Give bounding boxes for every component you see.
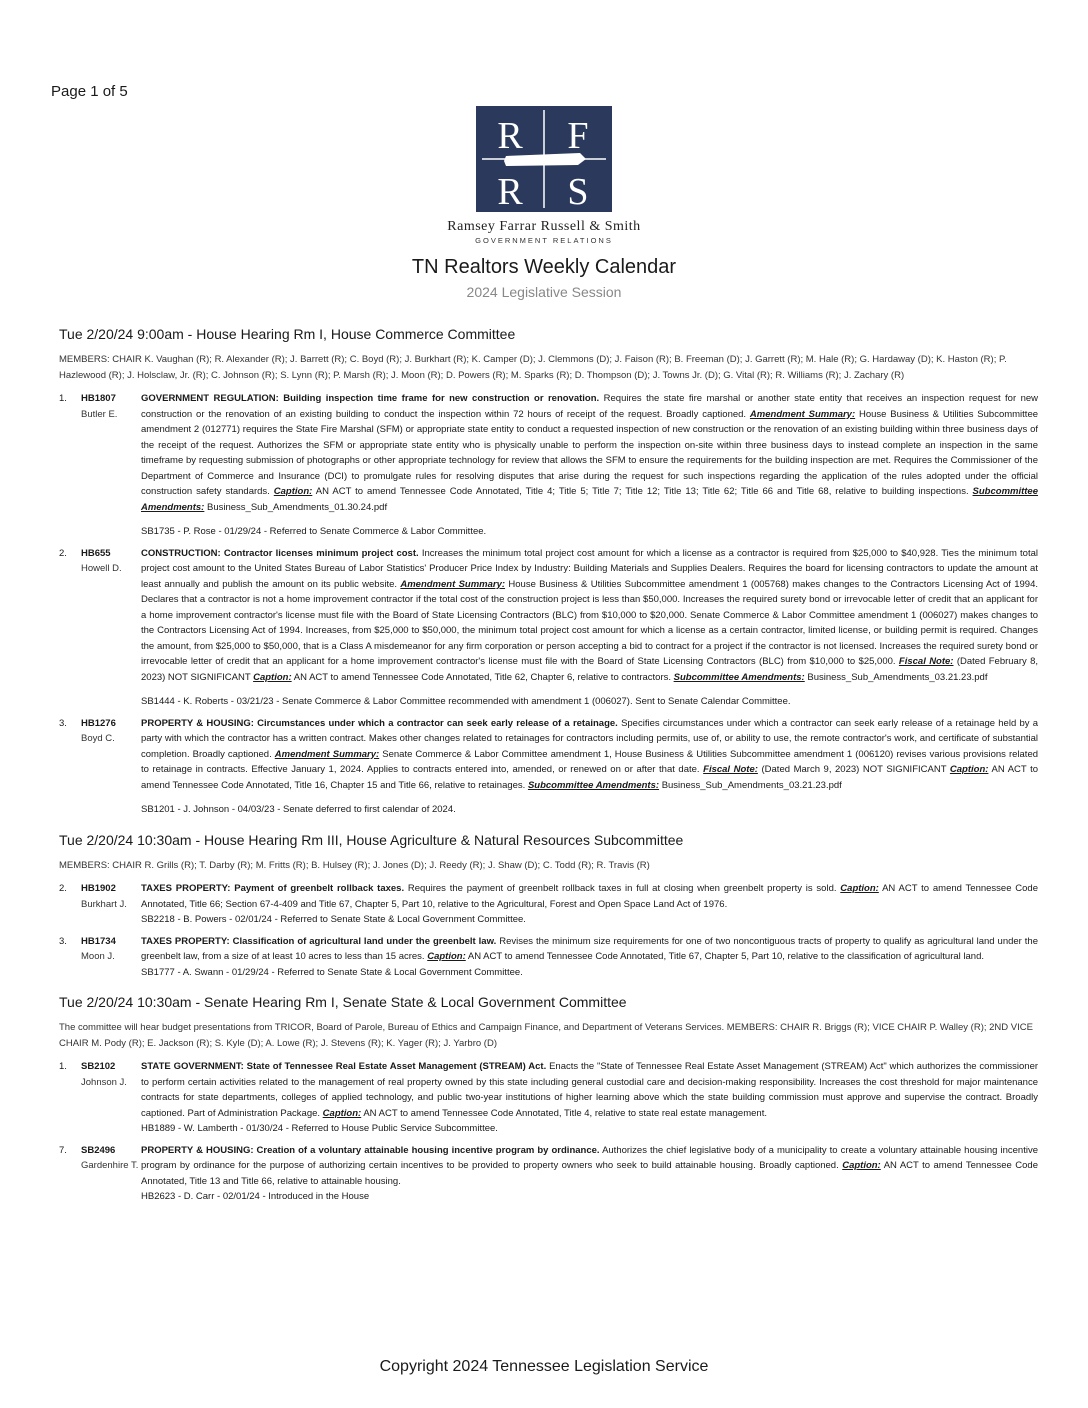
bill-description [141,934,1038,981]
bill-entry [59,546,1038,710]
caption-label: Caption: [253,671,292,683]
subcommittee-amendments-file: Business_Sub_Amendments_03.21.23.pdf [661,779,842,791]
bill-summary: Increases the minimum total project cost amount for which a license as a contractor is required from $25,000 to $40,928. Ties the minimum total project cost amount to the United States Bureau of Labor Statistics' Producer Price Index by Industry: Building Materials and Supplies Dealers. Requires the board for licensing contractors to update the amount at least annually and publish the amount on its public website. [141,547,1039,590]
caption-text: AN ACT to amend Tennessee Code Annotated, Title 16, Chapter 15 and Title 66, relative to retainages. [141,764,1039,791]
caption-label: Caption: [427,951,466,962]
page-number: Page 1 of 5 [51,83,128,100]
bill-code: HB1276 [81,717,116,729]
section-heading: Tue 2/20/24 10:30am - House Hearing Rm III, House Agriculture & Natural Resources Subcommittee [59,831,684,848]
bill-item-number: 7. [59,1144,67,1156]
subcommittee-amendments-label: Subcommittee Amendments: [141,486,1039,513]
calendar-content [59,326,1038,1211]
bill-item-number: 2. [59,883,67,894]
caption-text: AN ACT to amend Tennessee Code Annotated, Title 13 and Title 66, relative to attainable housing. [141,1160,1038,1187]
bill-entry [59,881,1038,928]
bill-id [81,1059,141,1137]
amendment-summary-text: Senate Commerce & Labor Committee amendment 1, House Business & Utilities Subcommittee amendment 1 (006120) revises various provisions related to retainage in contracts. Effective January 1, 2024. Applies to contracts entered into, amended, or renewed on or after that date. [141,748,1039,775]
bill-id [81,716,141,818]
bill-code: HB1902 [81,883,116,894]
bill-description [141,546,1038,710]
caption-text: AN ACT to amend Tennessee Code Annotated, Title 4; Title 5; Title 7; Title 12; Title 13; Title 62; Title 66 and Title 68, relative to building inspections. [315,486,969,497]
bill-summary: Requires the state fire marshal or another state entity that receives an inspection request for new construction or the renovation of an existing building to conduct the inspection within 72 hours of receipt of the request. Broadly captioned. [141,393,1039,420]
page-footer: Copyright 2024 Tennessee Legislation Service [379,1358,709,1375]
section-heading: Tue 2/20/24 9:00am - House Hearing Rm I, House Commerce Committee [59,326,516,342]
subcommittee-amendments-label: Subcommittee Amendments: [527,779,660,791]
bill-description [141,881,1038,928]
bill-sponsor: Burkhart J. [81,898,127,910]
amendment-summary-label: Amendment Summary: [400,578,506,590]
bill-item-number: 3. [59,717,67,729]
bill-id [81,546,141,710]
fiscal-note-label: Fiscal Note: [703,764,758,775]
logo-letter-f: F [567,115,589,157]
bill-code: HB1807 [81,393,116,404]
bill-item-number: 1. [59,1061,67,1072]
bill-code: HB655 [81,547,111,559]
logo-letter-s: S [567,171,589,212]
companion-bill-status: SB2218 - B. Powers - 02/01/24 - Referred to Senate State & Local Government Committee. [141,914,526,925]
bill-sponsor: Howell D. [81,563,122,574]
bill-entry [59,1143,1038,1205]
bill-id [81,934,141,981]
subcommittee-amendments-file: Business_Sub_Amendments_01.30.24.pdf [206,501,388,513]
caption-text: AN ACT to amend Tennessee Code Annotated, Title 67, Chapter 5, Part 10, relative to the classification of agricultural land. [467,951,984,962]
bill-summary: Requires the payment of greenbelt rollback taxes in full at closing when greenbelt property is sold. [407,883,837,894]
amendment-summary-text: House Business & Utilities Subcommittee amendment 2 (012771) requires the State Fire Marshal (SFM) or appropriate state entity to conduct a requested inspection of new construction or the renovation of an existing building within three business days of the receipt of the request. Authorizes the SFM or appropriate state entity who is physically unable to perform the inspection on-site within three business days to instead complete an inspection in the same timeframe by requesting submission of photographs or other appropriate technology for review that allows the SFM to ensure the requirements for the building inspection are met. Requires the Commissioner of the Department of Commerce and Insurance (DCI) to promulgate rules for resolving disputes that arise during the request for such inspections regarding the application of the rules adopted under the official construction safety standards. [141,408,1039,497]
committee-members: MEMBERS: CHAIR R. Grills (R); T. Darby (R); M. Fritts (R); B. Hulsey (R); J. Jones (D); J. Reedy (R); J. Shaw (D); C. Todd (R); R. Travis (R) [59,859,650,871]
bill-description [141,391,1038,540]
bill-description [141,1059,1038,1137]
page-subtitle: 2024 Legislative Session [466,284,622,300]
amendment-summary-label: Amendment Summary: [274,748,380,760]
bill-code: HB1734 [81,935,116,947]
bill-item-number: 1. [59,393,67,404]
fiscal-note-text: (Dated February 8, 2023) NOT SIGNIFICANT [141,656,1039,683]
bill-title: TAXES PROPERTY: Payment of greenbelt rollback taxes. [141,883,405,894]
subcommittee-amendments-label: Subcommittee Amendments: [673,671,805,683]
bill-title: CONSTRUCTION: Contractor licenses minimum project cost. [141,547,419,559]
bill-sponsor: Gardenhire T. [81,1160,139,1171]
bill-sponsor: Butler E. [81,408,118,420]
caption-label: Caption: [273,486,313,497]
caption-text: AN ACT to amend Tennessee Code Annotated, Title 4, relative to state real estate management. [363,1107,767,1119]
companion-bill-status: SB1735 - P. Rose - 01/29/24 - Referred to Senate Commerce & Labor Committee. [141,526,487,537]
bill-sponsor: Boyd C. [81,733,115,744]
bill-summary: Specifies circumstances under which a contractor can seek early release of a retainage held by a party with which the contractor has a written contract. Makes other changes related to retainages for contractors including permits, use of, or ability to use, the remote contractor's work, and certificate of substantial completion. Broadly captioned. [141,717,1038,760]
logo-firm-subtitle: GOVERNMENT RELATIONS [475,236,613,245]
bill-summary: Enacts the "State of Tennessee Real Estate Asset Management (STREAM) Act" which authorizes the commissioner to perform certain activities related to the management of real property owned by this state including general custodial care and decision-making responsibility. Increases the cost threshold for major maintenance contracts for state departments, colleges of applied technology, and public two-year institutions of higher learning above which the state building commission must approve and supervise the contract. Broadly captioned. Part of Administration Package. [141,1061,1039,1119]
bill-sponsor: Johnson J. [81,1076,127,1088]
bill-code: SB2102 [81,1061,116,1072]
companion-bill-status: SB1444 - K. Roberts - 03/21/23 - Senate Commerce & Labor Committee recommended with amendment 1 (006027). Sent to Senate Calendar Committee. [141,696,791,707]
bill-id [81,1143,141,1205]
fiscal-note-text: (Dated March 9, 2023) NOT SIGNIFICANT [761,764,947,775]
logo-letter-r1: R [497,115,523,157]
caption-label: Caption: [840,883,879,894]
bill-id [81,881,141,928]
rfrs-logo [476,106,612,212]
companion-bill-status: SB1201 - J. Johnson - 04/03/23 - Senate deferred to first calendar of 2024. [141,804,456,815]
bill-description [141,716,1038,818]
fiscal-note-label: Fiscal Note: [898,656,954,667]
subcommittee-amendments-file: Business_Sub_Amendments_03.21.23.pdf [807,671,988,683]
committee-members: MEMBERS: CHAIR K. Vaughan (R); R. Alexander (R); J. Barrett (R); C. Boyd (R); J. Burkhart (R); K. Camper (D); J. Clemmons (D); J. Faison (R); B. Freeman (D); J. Garrett (R); M. Hale (R); G. Hardaway (D); K. Haston (R); P. Hazlewood (R); J. Holsclaw, Jr. (R); C. Johnson (R); S. Lynn (R); P. Marsh (R); J. Moon (R); D. Powers (R); M. Sparks (R); D. Thompson (D); J. Towns Jr. (D); G. Vital (R); R. Williams (R); J. Zachary (R) [59,354,1007,381]
bill-title: GOVERNMENT REGULATION: Building inspection time frame for new construction or renovation. [141,393,600,404]
committee-members: The committee will hear budget presentations from TRICOR, Board of Parole, Bureau of Ethics and Campaign Finance, and Department of Veterans Services. MEMBERS: CHAIR R. Briggs (R); VICE CHAIR P. Walley (R); 2ND VICE CHAIR M. Pody (R); E. Jackson (R); S. Kyle (D); A. Lowe (R); J. Stevens (R); K. Yager (R); J. Yarbro (D) [59,1022,1033,1049]
bill-title: PROPERTY & HOUSING: Creation of a voluntary attainable housing incentive program by ordinance. [141,1144,600,1156]
bill-title: PROPERTY & HOUSING: Circumstances under which a contractor can seek early release of a retainage. [141,717,618,729]
section-heading: Tue 2/20/24 10:30am - Senate Hearing Rm I, Senate State & Local Government Committee [59,994,627,1010]
caption-label: Caption: [842,1160,881,1171]
bill-id [81,391,141,540]
bill-sponsor: Moon J. [81,951,115,962]
bill-item-number: 3. [59,935,67,947]
bill-entry [59,934,1038,981]
bill-summary: Revises the minimum size requirements for one of two noncontiguous tracts of property to qualify as agricultural land under the greenbelt law, from a size of at least 10 acres to less than 15 acres. [141,935,1039,962]
caption-label: Caption: [322,1107,362,1119]
companion-bill-status: SB1777 - A. Swann - 01/29/24 - Referred to Senate State & Local Government Committee. [141,966,523,978]
page-title: TN Realtors Weekly Calendar [411,256,677,278]
logo-firm-name: Ramsey Farrar Russell & Smith [447,219,641,234]
logo-letter-r2: R [497,171,523,212]
caption-text: AN ACT to amend Tennessee Code Annotated, Title 66; Section 67-4-409 and Title 67, Chapter 5, Part 10, relative to the Agricultural, Forest and Open Space Land Act of 1976. [141,883,1038,910]
caption-label: Caption: [949,764,989,775]
bill-title: TAXES PROPERTY: Classification of agricultural land under the greenbelt law. [141,935,497,947]
caption-text: AN ACT to amend Tennessee Code Annotated, Title 62, Chapter 6, relative to contractors. [293,671,671,683]
amendment-summary-text: House Business & Utilities Subcommittee amendment 1 (005768) makes changes to the Contractors Licensing Act of 1994. Declares that a contractor is not a home improvement contractor if the total cost of the construction project is less than $50,000. Increases the required surety bond or irrevocable letter of credit that an applicant for a home improvement contractor's license must file with the Board of State Licensing Contractors (BLC) from $10,000 to $20,000. Senate Commerce & Labor Committee amendment 1 (006027) makes changes to the Contractors Licensing Act of 1994. Increases, from $25,000 to $50,000, the minimum total project cost amount for which a license as a certain contractor, limited license, or building permit is required. Changes the amount, from $25,000 to $50,000, that is a Class A misdemeanor for any firm corporation or person accepting a bid to contract for a project if the contractor is not licensed. Increases the required surety bond or irrevocable letter of credit that an applicant for a home improvement contractor's license must file with the Board of State Licensing Contractors (BLC) from $10,000 to $25,000. [141,578,1038,667]
bill-summary: Authorizes the chief legislative body of a municipality to create a voluntary attainable housing incentive program by ordinance for the purpose of authorizing certain incentives to be provided to property owners who seek to build attainable housing. Broadly captioned. [141,1144,1038,1171]
bill-title: STATE GOVERNMENT: State of Tennessee Real Estate Asset Management (STREAM) Act. [141,1061,547,1072]
amendment-summary-label: Amendment Summary: [749,408,856,420]
bill-entry [59,391,1038,540]
bill-description [141,1143,1038,1205]
bill-entry [59,1059,1038,1137]
companion-bill-status: HB1889 - W. Lamberth - 01/30/24 - Referred to House Public Service Subcommittee. [141,1123,498,1134]
bill-entry [59,716,1038,818]
companion-bill-status: HB2623 - D. Carr - 02/01/24 - Introduced in the House [141,1191,370,1202]
bill-code: SB2496 [81,1144,116,1156]
bill-item-number: 2. [59,547,67,559]
